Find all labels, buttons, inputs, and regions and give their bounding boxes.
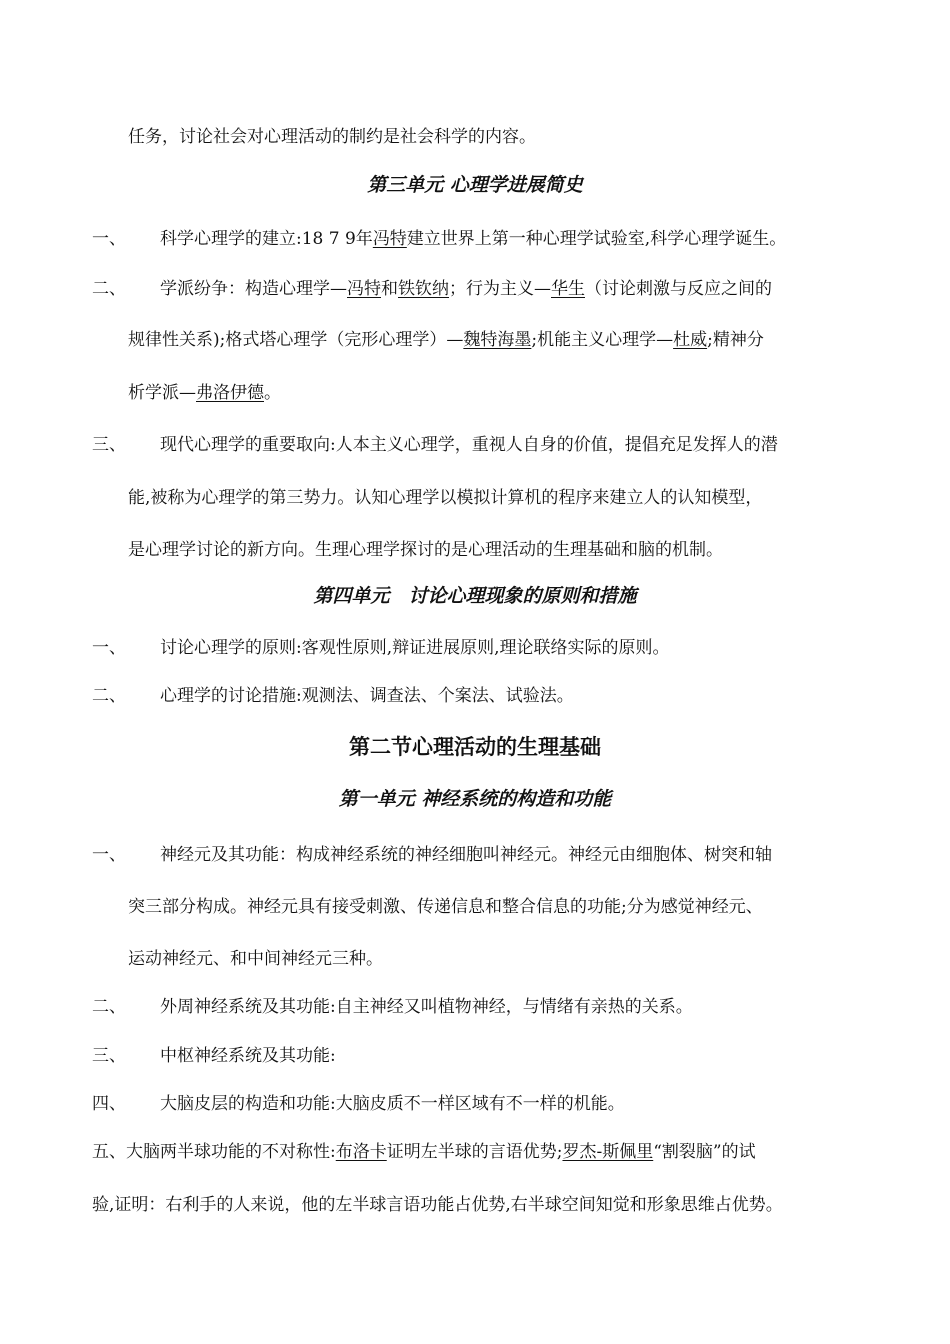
list-item-text: 心理学的讨论措施:观测法、调查法、个案法、试验法。 (160, 686, 574, 706)
list-marker: 一、 (92, 638, 126, 658)
list-item-text: 讨论心理学的原则:客观性原则,辩证进展原则,理论联络实际的原则。 (160, 638, 670, 658)
list-item-text: 能,被称为心理学的第三势力。认知心理学以模拟计算机的程序来建立人的认知模型， (128, 488, 763, 508)
list-item-text: 大脑皮层的构造和功能:大脑皮质不一样区域有不一样的机能。 (160, 1094, 625, 1114)
list-item-text: 外周神经系统及其功能:自主神经又叫植物神经，与情绪有亲热的关系。 (160, 997, 693, 1017)
list-marker: 三、 (92, 435, 126, 455)
list-item-text: 析学派—弗洛伊德。 (128, 383, 281, 403)
list-item-text: 科学心理学的建立:18 7 9年冯特建立世界上第一种心理学试验室,科学心理学诞生。 (160, 229, 787, 249)
unit-heading: 第三单元 心理学进展简史 (367, 174, 583, 196)
list-marker: 三、 (92, 1046, 126, 1066)
person-name: 布洛卡 (335, 1142, 387, 1162)
person-name: 魏特海墨 (463, 330, 532, 350)
list-marker: 二、 (92, 279, 126, 299)
person-name: 冯特 (372, 229, 407, 249)
list-item-text: 突三部分构成。神经元具有接受刺激、传递信息和整合信息的功能;分为感觉神经元、 (128, 897, 763, 917)
unit-heading: 第四单元 讨论心理现象的原则和措施 (313, 585, 637, 607)
list-marker: 四、 (92, 1094, 126, 1114)
person-name: 冯特 (347, 279, 381, 299)
person-name: 罗杰-斯佩里 (562, 1142, 654, 1162)
list-item-text: 学派纷争：构造心理学—冯特和铁钦纳；行为主义—华生（讨论刺激与反应之间的 (160, 279, 772, 299)
paragraph-continuation: 任务，讨论社会对心理活动的制约是社会科学的内容。 (128, 127, 536, 147)
list-item-text: 中枢神经系统及其功能: (160, 1046, 336, 1066)
list-item-text: 规律性关系);格式塔心理学（完形心理学）—魏特海墨;机能主义心理学—杜威;精神分 (128, 330, 764, 350)
list-item-text: 五、大脑两半球功能的不对称性:布洛卡证明左半球的言语优势;罗杰-斯佩里“割裂脑”的试 (92, 1142, 756, 1162)
list-item-text: 神经元及其功能：构成神经系统的神经细胞叫神经元。神经元由细胞体、树突和轴 (160, 845, 772, 865)
section-title: 第二节心理活动的生理基础 (349, 734, 601, 759)
person-name: 杜威 (673, 330, 708, 350)
list-item-text: 是心理学讨论的新方向。生理心理学探讨的是心理活动的生理基础和脑的机制。 (128, 540, 723, 560)
person-name: 弗洛伊德 (196, 383, 264, 403)
list-item-text: 现代心理学的重要取向:人本主义心理学，重视人自身的价值，提倡充足发挥人的潜 (160, 435, 778, 455)
list-item-text: 运动神经元、和中间神经元三种。 (128, 949, 383, 969)
person-name: 铁钦纳 (398, 279, 449, 299)
unit-heading: 第一单元 神经系统的构造和功能 (338, 788, 612, 810)
list-item-text: 验,证明：右利手的人来说，他的左半球言语功能占优势,右半球空间知觉和形象思维占优势。 (92, 1195, 783, 1215)
list-marker: 一、 (92, 229, 126, 249)
person-name: 华生 (551, 279, 585, 299)
list-marker: 一、 (92, 845, 126, 865)
list-marker: 二、 (92, 686, 126, 706)
list-marker: 二、 (92, 997, 126, 1017)
